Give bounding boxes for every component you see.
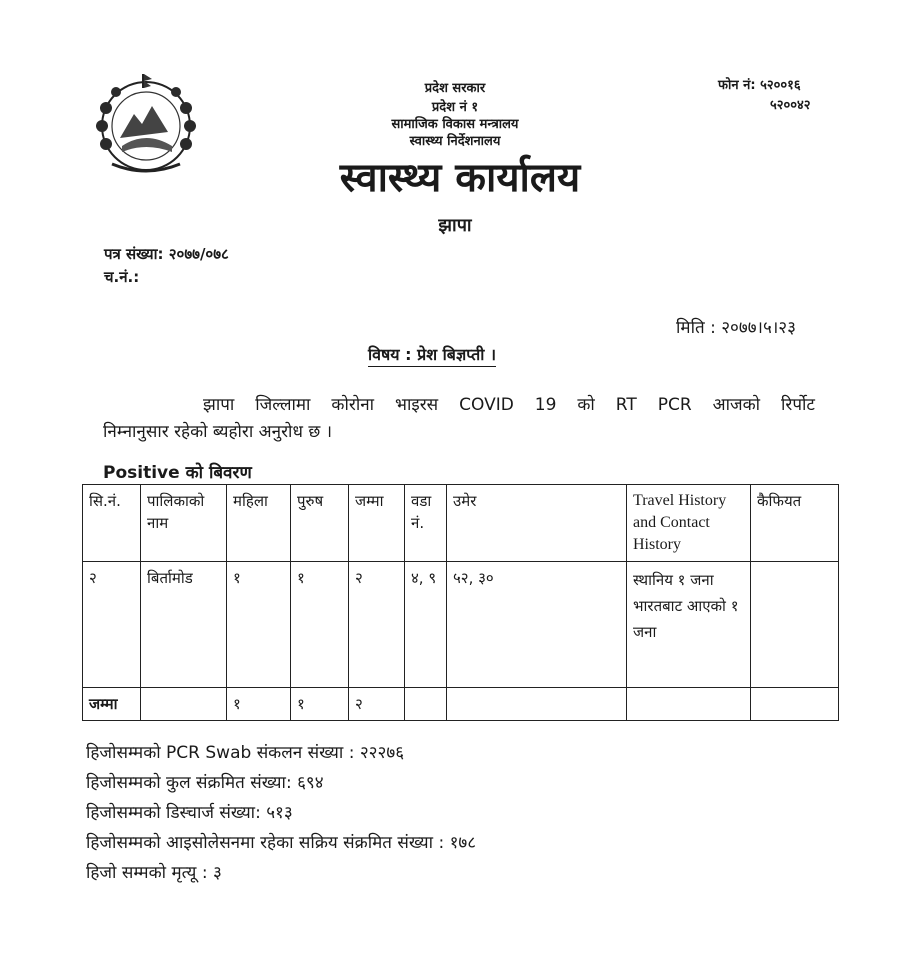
header-cell: पुरुष [291,485,349,562]
total-empty [447,688,627,721]
cumulative-stats [86,738,476,888]
body-line-2: निम्नानुसार रहेको ब्यहोरा अनुरोध छ । [103,422,333,442]
header-cell: वडा नं. [405,485,447,562]
header-cell: पालिकाको नाम [141,485,227,562]
header-line4: स्वास्थ्य निर्देशनालय [409,134,501,149]
header-line2: प्रदेश नं १ [431,100,479,115]
cell-age: ५२, ३० [447,562,627,688]
table-caption: Positive को बिवरण [103,463,252,483]
header-cell: महिला [227,485,291,562]
table-header-row [83,485,839,562]
office-title: स्वास्थ्य कार्यालय [339,155,581,201]
header-cell: कैफियत [751,485,839,562]
phone-number-1: फोन नं: ५२००१६ [718,78,801,93]
header-line3: सामाजिक विकास मन्त्रालय [391,117,519,132]
total-empty [751,688,839,721]
total-male: १ [291,688,349,721]
district-name: झापा [438,215,472,236]
stat-pcr-swab: हिजोसम्मको PCR Swab संकलन संख्या : २२२७६ [86,743,405,763]
header-line1: प्रदेश सरकार [424,81,486,96]
letter-number: पत्र संख्या: २०७७/०७८ [104,245,229,263]
nepal-government-emblem [92,68,200,180]
header-cell: जम्मा [349,485,405,562]
letter-body [103,392,815,446]
cell-history: स्थानिय १ जना भारतबाट आएको १ जना [627,562,751,688]
cell-sn: २ [83,562,141,688]
header-cell: Travel History and Contact History [627,485,751,562]
letter-subject: विषय : प्रेश बिज्ञप्ती । [368,343,496,367]
stat-active-isolation: हिजोसम्मको आइसोलेसनमा रहेका सक्रिय संक्रमित संख्या : १७८ [86,833,477,853]
positive-cases-table [82,484,839,721]
cell-municipality: बिर्तामोड [141,562,227,688]
cell-female: १ [227,562,291,688]
dispatch-number: च.नं.: [104,268,140,286]
letter-date: मिति : २०७७।५।२३ [676,318,796,338]
stat-total-infected: हिजोसम्मको कुल संक्रमित संख्या: ६९४ [86,773,324,793]
table-total-row [83,688,839,721]
total-empty [141,688,227,721]
cell-total: २ [349,562,405,688]
cell-male: १ [291,562,349,688]
total-total: २ [349,688,405,721]
header-cell: उमेर [447,485,627,562]
body-line-1: झापा जिल्लामा कोरोना भाइरस COVID 19 को RT PCR आजको रिर्पोट [203,395,815,415]
header-cell: सि.नं. [83,485,141,562]
cell-ward: ४, ९ [405,562,447,688]
phone-number-2: ५२००४२ [770,98,811,113]
total-empty [405,688,447,721]
total-empty [627,688,751,721]
total-female: १ [227,688,291,721]
cell-remarks [751,562,839,688]
stat-discharged: हिजोसम्मको डिस्चार्ज संख्या: ५१३ [86,803,293,823]
phone-block [718,76,811,116]
table-row [83,562,839,688]
total-label: जम्मा [83,688,141,721]
stat-deaths: हिजो सम्मको मृत्यू : ३ [86,863,222,883]
